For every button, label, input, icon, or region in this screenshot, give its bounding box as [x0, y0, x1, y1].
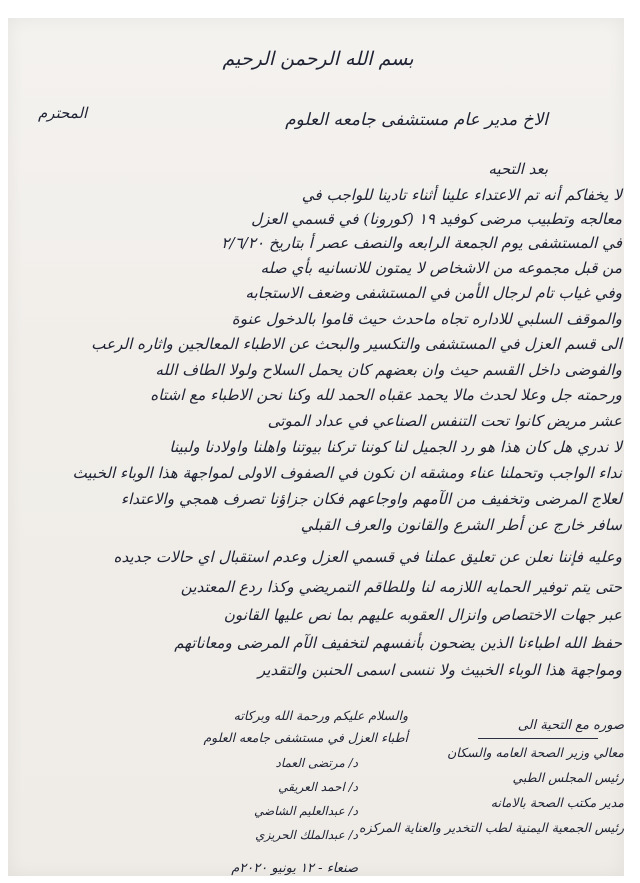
cc-item: مدير مكتب الصحة بالامانه — [490, 795, 624, 810]
body-line: عشر مريض كانوا تحت التنفس الصناعي في عداد الموتى — [267, 412, 622, 430]
body-line: في المستشفى يوم الجمعة الرابعه والنصف عصر أ بتاريخ ٢/٦/٢٠ — [221, 234, 622, 252]
cc-item: معالي وزير الصحة العامه والسكان — [447, 745, 624, 760]
letter-date: صنعاء - ١٢ يونيو ٢٠٢٠م — [231, 861, 358, 876]
signatory: د/ عبدالعليم الشاضي — [254, 804, 358, 818]
cc-title-underline — [478, 738, 598, 739]
signatory: د/ احمد العريقي — [278, 780, 358, 794]
body-line: معالجه وتطبيب مرضى كوفيد ١٩ (كورونا) في قسمي العزل — [251, 210, 622, 228]
closing-signoff: أطباء العزل في مستشفى جامعه العلوم — [203, 730, 408, 745]
signatory: د/ عبدالملك الحريزي — [255, 828, 358, 842]
cc-title: صوره مع التحية الى — [517, 718, 624, 733]
body-line: الى قسم العزل في المستشفى والتكسير والبحث عن الاطباء المعالجين واثاره الرعب — [91, 335, 622, 353]
body-line: وعليه فإننا نعلن عن تعليق عملنا في قسمي العزل وعدم استقبال اي حالات جديده — [113, 548, 622, 566]
cc-item: رئيس الجمعية اليمنية لطب التخدير والعناية المركزه — [359, 820, 624, 835]
body-line: لا ندري هل كان هذا هو رد الجميل لنا كوننا تركنا بيوتنا واهلنا واولادنا ولبينا — [169, 438, 622, 456]
body-line: عبر جهات الاختصاص وانزال العقوبه عليهم بما نص عليها القانون — [223, 606, 622, 624]
greeting: بعد التحيه — [488, 160, 548, 178]
body-line: لا يخفاكم أنه تم الاعتداء علينا أثناء تادينا للواجب في — [301, 186, 622, 204]
honorific: المحترم — [38, 104, 88, 122]
body-line: حفظ الله اطباءنا الذين يضحون بأنفسهم لتخفيف الآم المرضى ومعاناتهم — [174, 634, 622, 652]
letter-paper — [8, 18, 624, 876]
body-line: حتى يتم توفير الحمايه اللازمه لنا وللطاقم التمريضي وكذا ردع المعتدين — [180, 578, 622, 596]
cc-item: رئيس المجلس الطبي — [512, 770, 624, 785]
signatory: د/ مرتضى العماد — [275, 756, 358, 770]
body-line: سافر خارج عن أطر الشرع والقانون والعرف القبلي — [300, 516, 622, 534]
addressee: الاخ مدير عام مستشفى جامعه العلوم — [285, 110, 548, 130]
body-line: ورحمته جل وعلا لحدث مالا يحمد عقباه الحمد لله وكنا نحن الاطباء مع اشتاه — [150, 386, 622, 404]
body-line: لعلاج المرضى وتخفيف من الآمهم واوجاعهم فكان جزاؤنا تصرف همجي والاعتداء — [120, 490, 622, 508]
body-line: والموقف السلبي للاداره تجاه ماحدث حيث قاموا بالدخول عنوة — [231, 310, 622, 328]
body-line: ومواجهة هذا الوباء الخبيث ولا ننسى اسمى الحنبن والتقدير — [257, 661, 622, 679]
body-line: نداء الواجب وتحملنا عناء ومشقه ان نكون في الصفوف الاولى لمواجهة هذا الوباء الخبيث — [72, 464, 622, 482]
basmala: بسم الله الرحمن الرحيم — [222, 48, 414, 70]
body-line: من قبل مجموعه من الاشخاص لا يمتون للانسانيه بأي صله — [260, 259, 622, 277]
closing-salutation: والسلام عليكم ورحمة الله وبركاته — [233, 708, 408, 723]
body-line: والفوضى داخل القسم حيث وان بعضهم كان يحمل السلاح ولولا الطاف الله — [155, 361, 622, 379]
body-line: وفي غياب تام لرجال الأمن في المستشفى وضعف الاستجابه — [245, 284, 622, 302]
